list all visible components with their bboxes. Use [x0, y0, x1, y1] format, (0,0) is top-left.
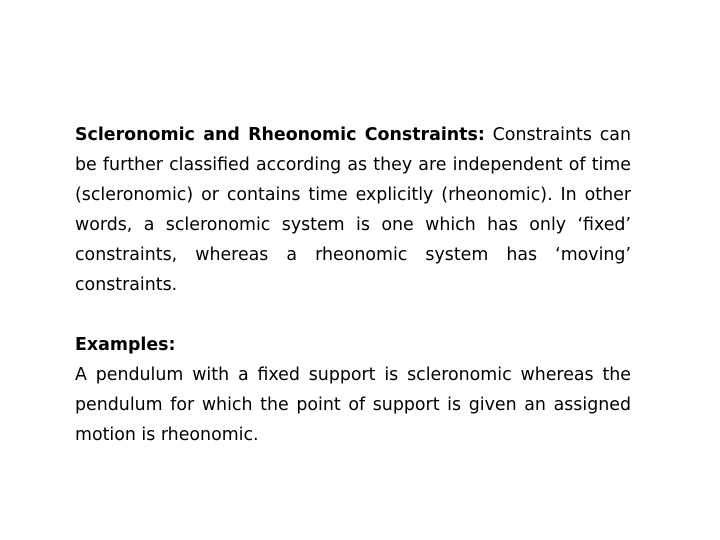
examples-paragraph [75, 330, 631, 450]
definition-paragraph [75, 120, 631, 300]
slide-content [75, 120, 631, 450]
examples-body: A pendulum with a fixed support is scleronomic whereas the pendulum for which the point of support is given an assigned motion is rheonomic. [75, 365, 631, 445]
definition-heading: Scleronomic and Rheonomic Constraints: [75, 125, 485, 145]
definition-body: Constraints can be further classified according as they are independent of time (scleronomic) or contains time explicitly (rheonomic). In other words, a scleronomic system is one which has only ‘fixed’ constraints, whereas a rheonomic system has ‘moving’ constraints. [75, 125, 631, 295]
examples-heading: Examples: [75, 335, 176, 355]
paragraph-spacer [75, 300, 631, 330]
